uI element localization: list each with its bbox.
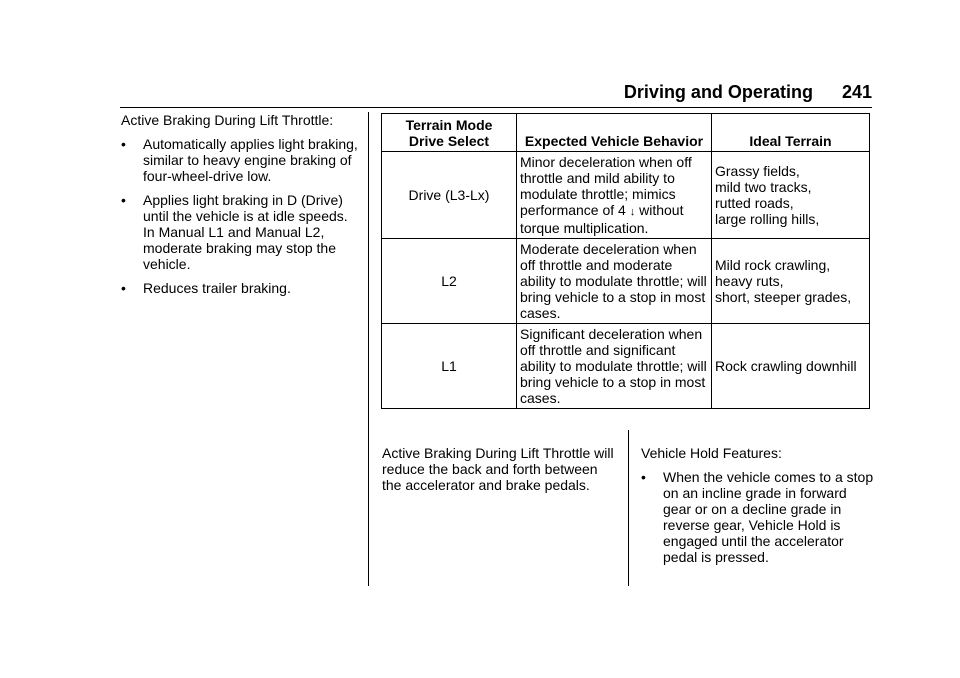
terrain-line: heavy ruts, [715,273,784,289]
terrain-cell [712,152,870,239]
bullet-mark: • [121,280,126,296]
bullet-text: Applies light braking in D (Drive) until the vehicle is at idle speeds. In Manual L1 and Manual L2, moderate braking may stop the vehicle. [143,192,348,272]
header-ideal-terrain: Ideal Terrain [712,114,870,152]
mode-cell: L2 [382,239,517,324]
behavior-text: Minor deceleration when off throttle and mild ability to modulate throttle; mimics performance of 4 [520,154,692,218]
behavior-cell [517,152,712,239]
vehicle-hold-lead: Vehicle Hold Features: [641,445,782,461]
bullet-text: When the vehicle comes to a stop on an incline grade in forward gear or on a decline grade in reverse gear, Vehicle Hold is engaged until the accelerator pedal is pressed. [663,469,874,565]
mode-cell: L1 [382,324,517,409]
terrain-line: Rock crawling downhill [715,358,857,374]
header-rule [120,107,872,108]
header-terrain-mode [382,114,517,152]
middle-column [382,445,618,493]
list-item [121,136,361,184]
table-row [382,152,870,239]
table-row [382,324,870,409]
lift-throttle-summary: Active Braking During Lift Throttle will reduce the back and forth between the accelerator and brake pedals. [382,445,614,493]
left-column [121,112,361,304]
behavior-cell: Significant deceleration when off throttle and significant ability to modulate throttle; will bring vehicle to a stop in most cases. [517,324,712,409]
list-item [641,469,876,565]
terrain-cell [712,324,870,409]
header-line: Drive Select [408,133,490,149]
page-number: 241 [841,82,872,102]
terrain-mode-table [381,113,870,409]
terrain-line: mild two tracks, [715,179,812,195]
terrain-line: Grassy fields, [715,163,800,179]
terrain-line: short, steeper grades, [715,289,852,305]
vehicle-hold-bullets [641,469,876,565]
terrain-line: large rolling hills, [715,211,820,227]
behavior-text: without torque multiplication. [520,202,684,236]
lift-throttle-lead: Active Braking During Lift Throttle: [121,112,334,128]
terrain-line: rutted roads, [715,195,794,211]
terrain-line: Mild rock crawling, [715,257,831,273]
header-line: Terrain Mode [405,117,493,133]
page-header [0,82,872,103]
bullet-text: Reduces trailer braking. [143,280,291,296]
bullet-mark: • [641,469,646,485]
terrain-cell [712,239,870,324]
column-divider [368,112,369,586]
table-row [382,239,870,324]
bullet-mark: • [121,136,126,152]
column-divider [628,430,629,586]
section-title: Driving and Operating [623,82,813,102]
four-low-icon: ↓ [629,206,636,218]
mode-cell: Drive (L3-Lx) [382,152,517,239]
bullet-text: Automatically applies light braking, similar to heavy engine braking of four-wheel-drive low. [143,136,358,184]
right-column [641,445,876,573]
list-item [121,280,361,296]
behavior-cell: Moderate deceleration when off throttle and moderate ability to modulate throttle; will bring vehicle to a stop in most cases. [517,239,712,324]
bullet-mark: • [121,192,126,208]
table-header-row [382,114,870,152]
header-expected-behavior: Expected Vehicle Behavior [517,114,712,152]
lift-throttle-bullets [121,136,361,296]
list-item [121,192,361,272]
